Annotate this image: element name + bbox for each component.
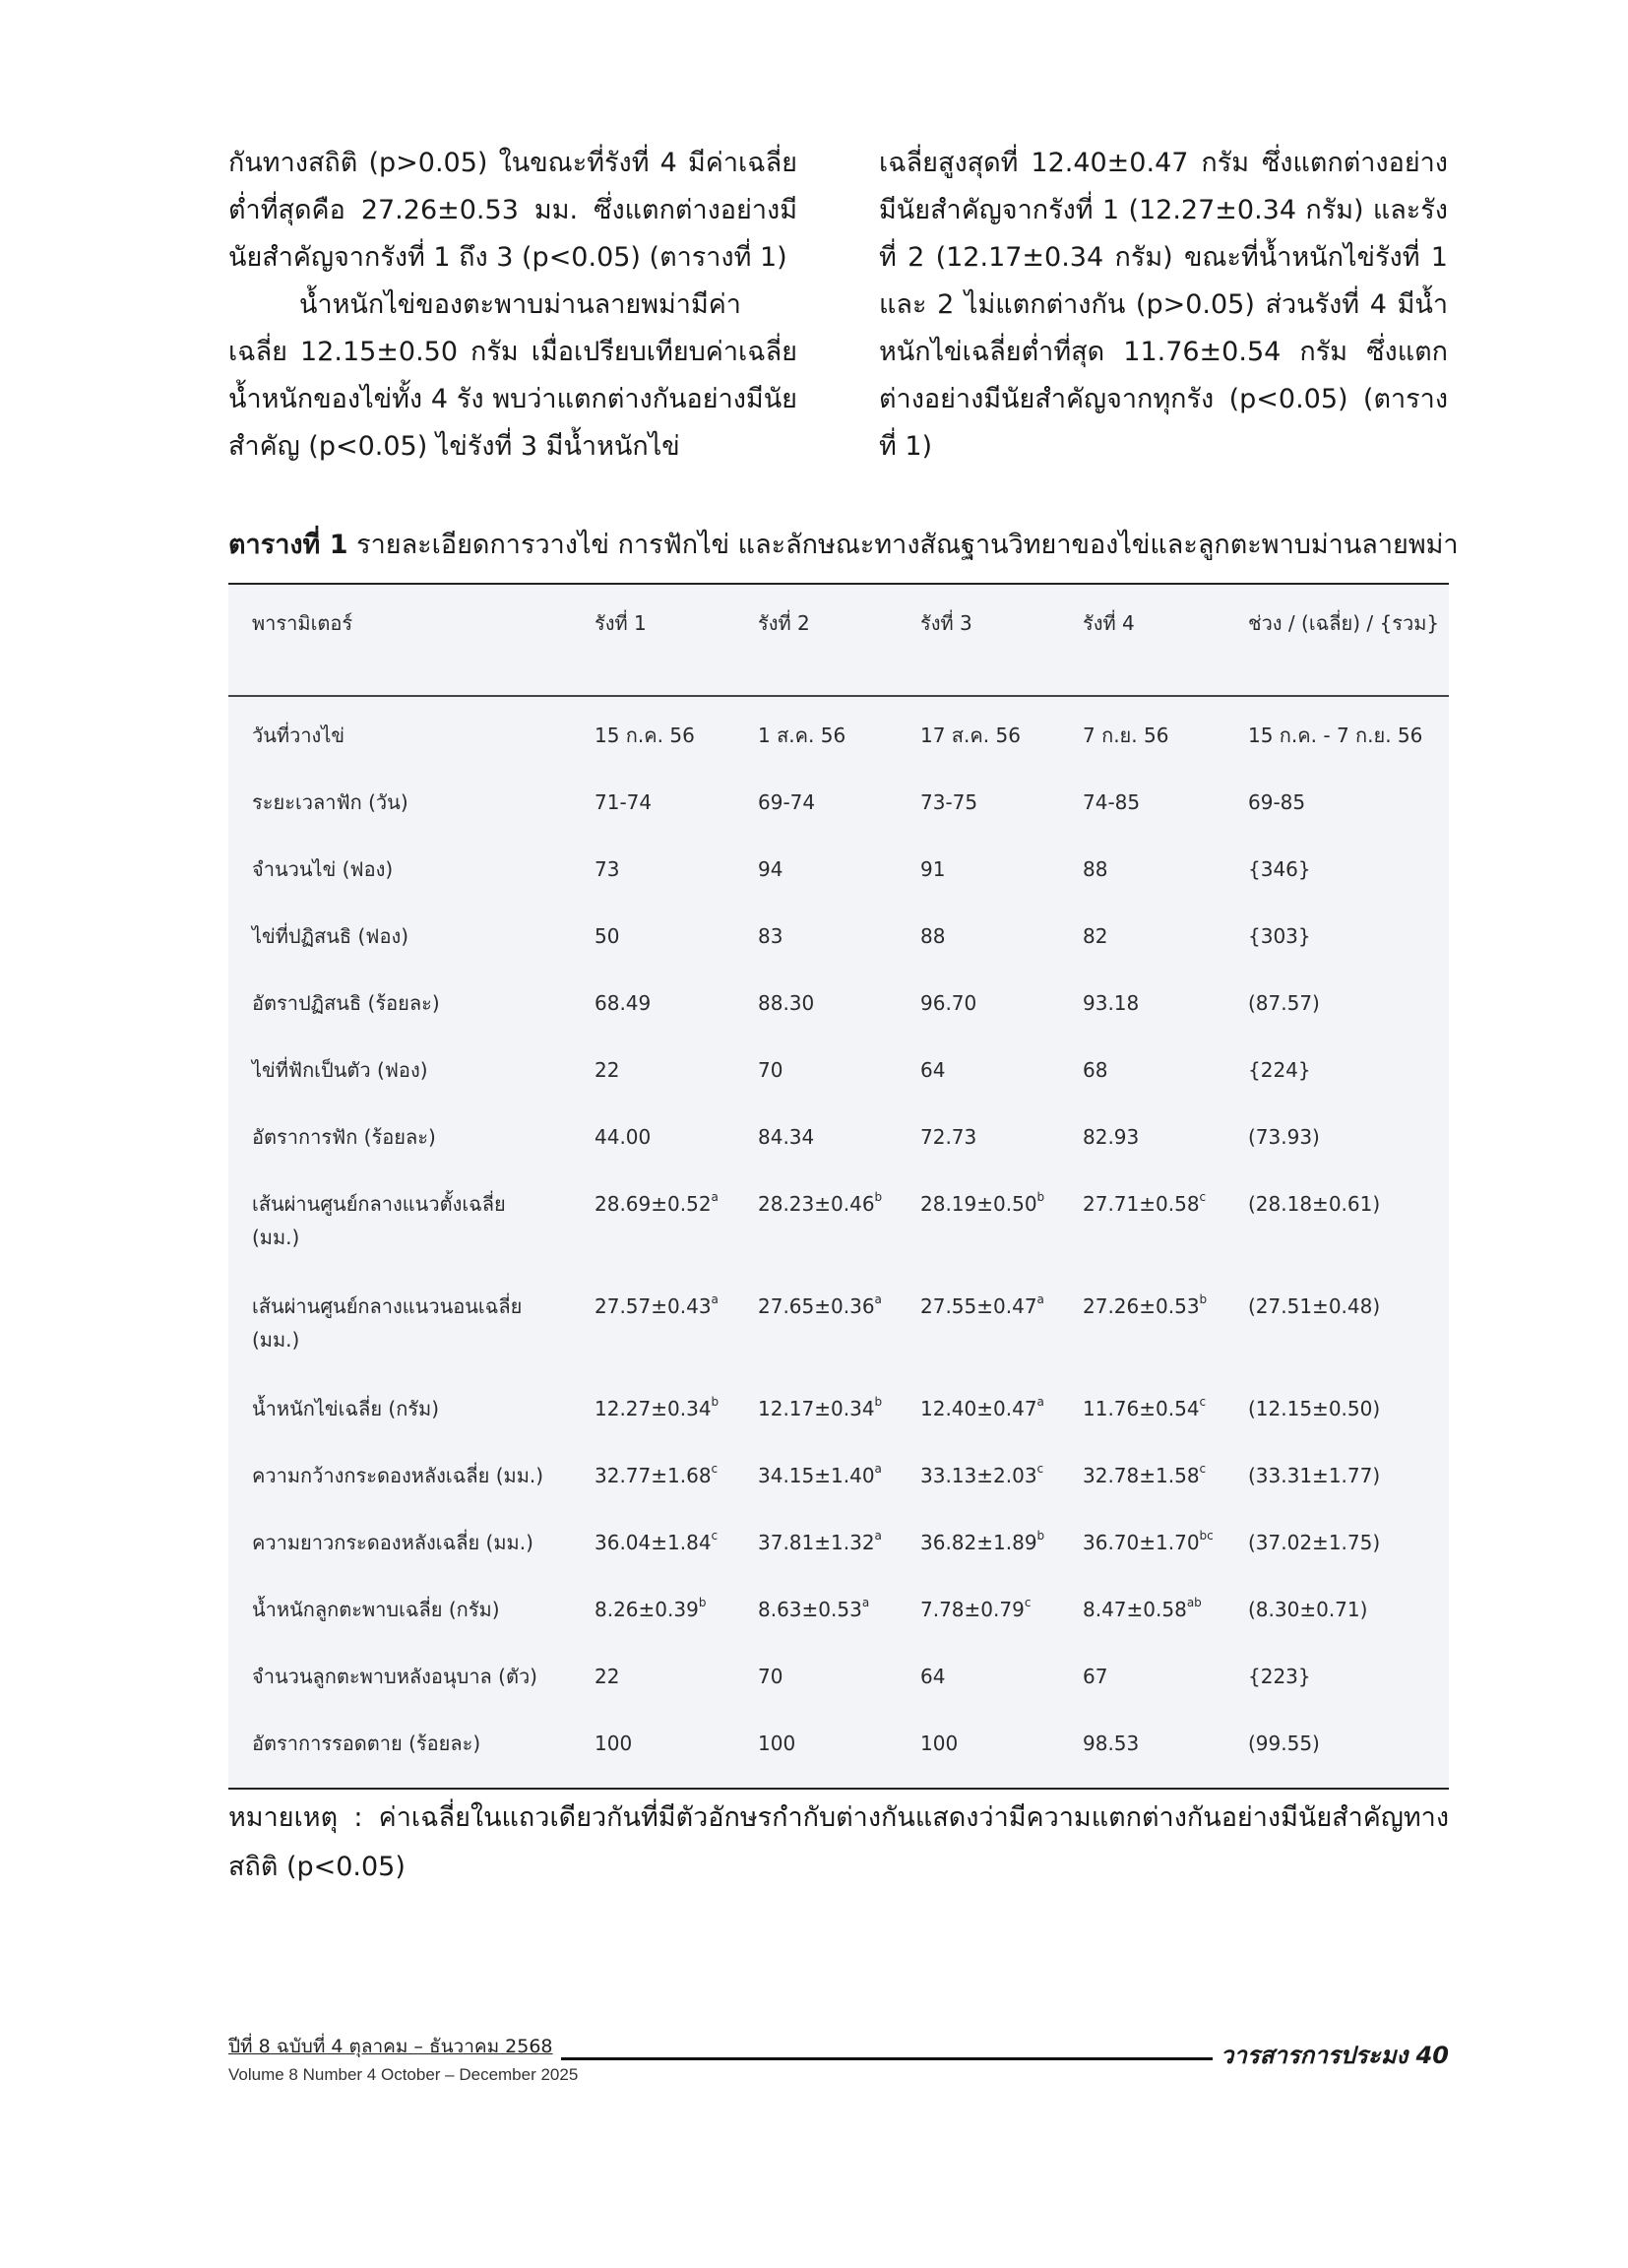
table-cell: 73 (595, 857, 620, 881)
significance-superscript: c (1199, 1462, 1207, 1477)
header-cell-nest-1: รังที่ 1 (595, 611, 647, 635)
header-cell-parameter: พารามิเตอร์ (252, 611, 353, 635)
table-cell: 27.55±0.47$^a$ (920, 1292, 1044, 1318)
significance-superscript: c (1036, 1462, 1044, 1477)
table-cell: 33.13±2.03$^c$ (920, 1462, 1044, 1487)
table-cell: 36.04±1.84$^c$ (595, 1529, 719, 1554)
table-cell: 37.81±1.32$^a$ (758, 1529, 882, 1554)
table-cell: 100 (595, 1732, 633, 1755)
body-paragraph: กันทางสถิติ (p>0.05) ในขณะที่รังที่ 4 มีค่าเฉลี่ยต่ำที่สุดคือ 27.26±0.53 มม. ซึ่งแตกต่างอย่างมีนัยสำคัญจากรังที่ 1 ถึง 3 (p<0.05) (ตารางที่ 1) (228, 148, 797, 273)
table-cell: 32.78±1.58$^c$ (1083, 1462, 1207, 1487)
table-cell: 71-74 (595, 790, 653, 814)
table-cell: 69-74 (758, 790, 816, 814)
table-cell: 64 (920, 1058, 946, 1082)
table-row-label: น้ำหนักลูกตะพาบเฉลี่ย (กรัม) (252, 1598, 500, 1621)
significance-superscript: a (711, 1190, 719, 1205)
table-cell: 93.18 (1083, 991, 1140, 1015)
table-cell: 34.15±1.40$^a$ (758, 1462, 882, 1487)
significance-superscript: a (861, 1596, 870, 1610)
table-cell: 64 (920, 1665, 946, 1688)
table-cell: 73-75 (920, 790, 978, 814)
table-cell: 15 ก.ค. - 7 ก.ย. 56 (1248, 724, 1423, 747)
table-cell: (87.57) (1248, 991, 1320, 1015)
table-row-label: จำนวนไข่ (ฟอง) (252, 857, 394, 881)
header-cell-nest-2: รังที่ 2 (758, 611, 810, 635)
table-cell: 84.34 (758, 1125, 815, 1149)
significance-superscript: b (698, 1596, 707, 1610)
table-cell: (27.51±0.48) (1248, 1294, 1381, 1318)
significance-superscript: a (874, 1462, 882, 1477)
table-row-label: ไข่ที่ปฏิสนธิ (ฟอง) (252, 924, 409, 948)
table-row-label: ระยะเวลาฟัก (วัน) (252, 790, 408, 814)
table-cell: 36.70±1.70$^{bc}$ (1083, 1529, 1214, 1554)
table-cell: 70 (758, 1665, 783, 1688)
table-cell: 28.19±0.50$^b$ (920, 1190, 1045, 1216)
table-cell: 27.57±0.43$^a$ (595, 1292, 719, 1318)
table-cell: (99.55) (1248, 1732, 1320, 1755)
significance-superscript: b (1199, 1292, 1208, 1307)
table-cell: 7 ก.ย. 56 (1083, 724, 1169, 747)
table-cell: (12.15±0.50) (1248, 1397, 1381, 1420)
significance-superscript: b (1036, 1190, 1045, 1205)
table-cell: 8.63±0.53$^a$ (758, 1596, 870, 1621)
table-cell: 22 (595, 1665, 620, 1688)
significance-superscript: b (874, 1190, 883, 1205)
table-cell: 12.27±0.34$^b$ (595, 1395, 720, 1420)
table-cell: (8.30±0.71) (1248, 1598, 1368, 1621)
significance-superscript: c (711, 1462, 719, 1477)
table-cell: 27.65±0.36$^a$ (758, 1292, 882, 1318)
significance-superscript: a (711, 1292, 719, 1307)
table-row-label: ไข่ที่ฟักเป็นตัว (ฟอง) (252, 1058, 428, 1082)
table-cell: 50 (595, 924, 620, 948)
table-cell: {224} (1248, 1058, 1311, 1082)
table-row-label: เส้นผ่านศูนย์กลางแนวนอนเฉลี่ย (มม.) (252, 1294, 523, 1352)
table-cell: 17 ส.ค. 56 (920, 724, 1021, 747)
header-cell-nest-4: รังที่ 4 (1083, 611, 1135, 635)
footer-issue-thai: ปีที่ 8 ฉบับที่ 4 ตุลาคม – ธันวาคม 2568 (228, 2032, 561, 2061)
footer-journal-page: วารสารการประมง 40 (1213, 2036, 1449, 2074)
table-cell: 11.76±0.54$^c$ (1083, 1395, 1207, 1420)
body-paragraph: เฉลี่ยสูงสุดที่ 12.40±0.47 กรัม ซึ่งแตกต่างอย่างมีนัยสำคัญจากรังที่ 1 (12.27±0.34 กรัม) และรังที่ 2 (12.17±0.34 กรัม) ขณะที่น้ำหนักไข่รังที่ 1 และ 2 ไม่แตกต่างกัน (p>0.05) ส่วนรังที่ 4 มีน้ำหนักไข่เฉลี่ยต่ำที่สุด 11.76±0.54 กรัม ซึ่งแตกต่างอย่างมีนัยสำคัญจากทุกรัง (p<0.05) (ตารางที่ 1) (879, 148, 1448, 462)
table-cell: 70 (758, 1058, 783, 1082)
table-row-label: อัตราการฟัก (ร้อยละ) (252, 1125, 436, 1149)
table-cell: 12.40±0.47$^a$ (920, 1395, 1044, 1420)
data-table (228, 583, 1449, 1790)
significance-superscript: b (1036, 1529, 1045, 1544)
table-header-row (228, 585, 1449, 697)
body-paragraph: น้ำหนักไข่ของตะพาบม่านลายพม่ามีค่าเฉลี่ย 12.15±0.50 กรัม เมื่อเปรียบเทียบค่าเฉลี่ยน้ำหนักของไข่ทั้ง 4 รัง พบว่าแตกต่างกันอย่างมีนัยสำคัญ (p<0.05) ไข่รังที่ 3 มีน้ำหนักไข่ (228, 289, 797, 462)
table-cell: (28.18±0.61) (1248, 1192, 1381, 1216)
table-cell: 12.17±0.34$^b$ (758, 1395, 883, 1420)
table-cell: 27.71±0.58$^c$ (1083, 1190, 1207, 1216)
table-row-label: เส้นผ่านศูนย์กลางแนวตั้งเฉลี่ย (มม.) (252, 1192, 506, 1249)
table-cell: 44.00 (595, 1125, 652, 1149)
table-cell: 72.73 (920, 1125, 977, 1149)
table-cell: 91 (920, 857, 946, 881)
table-cell: {223} (1248, 1665, 1311, 1688)
header-cell-range: ช่วง / (เฉลี่ย) / {รวม} (1248, 611, 1440, 635)
table-cell: 100 (758, 1732, 796, 1755)
table-caption-text: รายละเอียดการวางไข่ การฟักไข่ และลักษณะทางสัณฐานวิทยาของไข่และลูกตะพาบม่านลายพม่า (356, 530, 1459, 560)
table-cell: 74-85 (1083, 790, 1141, 814)
header-cell-nest-3: รังที่ 3 (920, 611, 972, 635)
table-cell: (73.93) (1248, 1125, 1320, 1149)
table-caption (228, 526, 1459, 565)
significance-superscript: c (1199, 1190, 1207, 1205)
table-cell: 28.23±0.46$^b$ (758, 1190, 883, 1216)
table-cell: 67 (1083, 1665, 1108, 1688)
significance-superscript: b (711, 1395, 720, 1410)
significance-superscript: a (1036, 1395, 1044, 1410)
significance-superscript: c (1024, 1596, 1032, 1610)
body-column-right (879, 140, 1448, 471)
table-cell: {303} (1248, 924, 1311, 948)
table-cell: 7.78±0.79$^c$ (920, 1596, 1032, 1621)
table-cell: 88.30 (758, 991, 815, 1015)
table-cell: 69-85 (1248, 790, 1306, 814)
body-column-left (228, 140, 797, 471)
significance-superscript: a (874, 1292, 882, 1307)
table-cell: 8.47±0.58$^{ab}$ (1083, 1596, 1202, 1621)
table-caption-label: ตารางที่ 1 (228, 530, 348, 560)
table-cell: (37.02±1.75) (1248, 1531, 1381, 1554)
table-row-label: อัตราปฏิสนธิ (ร้อยละ) (252, 991, 440, 1015)
table-cell: 96.70 (920, 991, 977, 1015)
significance-superscript: b (874, 1395, 883, 1410)
table-row-label: ความกว้างกระดองหลังเฉลี่ย (มม.) (252, 1464, 544, 1487)
table-cell: 8.26±0.39$^b$ (595, 1596, 707, 1621)
significance-superscript: bc (1199, 1529, 1214, 1544)
significance-superscript: c (1199, 1395, 1207, 1410)
table-cell: 82 (1083, 924, 1108, 948)
table-cell: 36.82±1.89$^b$ (920, 1529, 1045, 1554)
table-cell: 32.77±1.68$^c$ (595, 1462, 719, 1487)
table-cell: 15 ก.ค. 56 (595, 724, 695, 747)
table-note: หมายเหตุ : ค่าเฉลี่ยในแถวเดียวกันที่มีตัวอักษรกำกับต่างกันแสดงว่ามีความแตกต่างกันอย่างมีนัยสำคัญทางสถิติ (p<0.05) (228, 1802, 1449, 1882)
table-cell: 100 (920, 1732, 959, 1755)
table-cell: (33.31±1.77) (1248, 1464, 1381, 1487)
table-cell: 68.49 (595, 991, 652, 1015)
table-row-label: จำนวนลูกตะพาบหลังอนุบาล (ตัว) (252, 1665, 537, 1688)
table-row-label: วันที่วางไข่ (252, 724, 345, 747)
table-cell: 68 (1083, 1058, 1108, 1082)
table-cell: 88 (1083, 857, 1108, 881)
table-cell: 22 (595, 1058, 620, 1082)
table-cell: 98.53 (1083, 1732, 1140, 1755)
table-row-label: ความยาวกระดองหลังเฉลี่ย (มม.) (252, 1531, 533, 1554)
table-cell: 82.93 (1083, 1125, 1140, 1149)
table-cell: 1 ส.ค. 56 (758, 724, 846, 747)
table-row-label: น้ำหนักไข่เฉลี่ย (กรัม) (252, 1397, 440, 1420)
table-cell: 28.69±0.52$^a$ (595, 1190, 719, 1216)
table-cell: 27.26±0.53$^b$ (1083, 1292, 1208, 1318)
table-cell: {346} (1248, 857, 1311, 881)
significance-superscript: a (1036, 1292, 1044, 1307)
table-cell: 88 (920, 924, 946, 948)
footer-issue-english: Volume 8 Number 4 October – December 2025 (228, 2065, 579, 2084)
table-row-label: อัตราการรอดตาย (ร้อยละ) (252, 1732, 481, 1755)
table-cell: 83 (758, 924, 783, 948)
significance-superscript: ab (1186, 1596, 1202, 1610)
table-cell: 94 (758, 857, 783, 881)
significance-superscript: a (874, 1529, 882, 1544)
significance-superscript: c (711, 1529, 719, 1544)
